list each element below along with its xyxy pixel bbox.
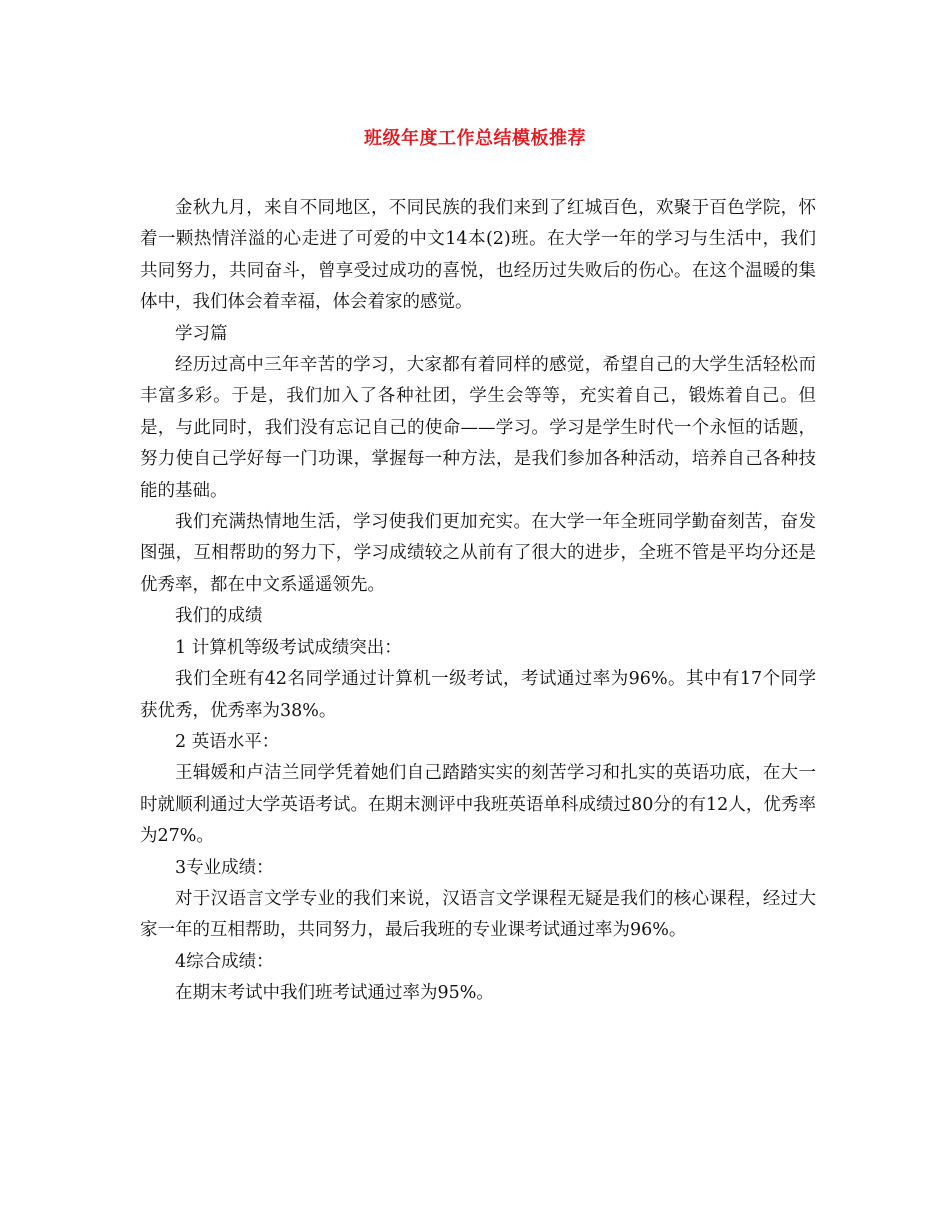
- subheading-computer: 1 计算机等级考试成绩突出：: [175, 637, 402, 658]
- paragraph-major: 对于汉语言文学专业的我们来说，汉语言文学课程无疑是我们的核心课程，经过大家一年的互相帮助，共同努力，最后我班的专业课考试通过率为96%。: [140, 888, 816, 941]
- subheading-major: 3专业成绩：: [175, 857, 274, 878]
- paragraph-intro: 金秋九月，来自不同地区，不同民族的我们来到了红城百色，欢聚于百色学院，怀着一颗热情洋溢的心走进了可爱的中文14本(2)班。在大学一年的学习与生活中，我们共同努力，共同奋斗，曾享受过成功的喜悦，也经历过失败后的伤心。在这个温暖的集体中，我们体会着幸福，体会着家的感觉。: [140, 198, 816, 313]
- paragraph-study-1: 经历过高中三年辛苦的学习，大家都有着同样的感觉，希望自己的大学生活轻松而丰富多彩。于是，我们加入了各种社团，学生会等等，充实着自己，锻炼着自己。但是，与此同时，我们没有忘记自己的使命——学习。学习是学生时代一个永恒的话题，努力使自己学好每一门功课，掌握每一种方法，是我们参加各种活动，培养自己各种技能的基础。: [140, 355, 816, 501]
- document-body: [140, 193, 816, 1010]
- section-heading-results: 我们的成绩: [175, 606, 263, 627]
- paragraph-study-2: 我们充满热情地生活，学习使我们更加充实。在大学一年全班同学勤奋刻苦，奋发图强，互相帮助的努力下，学习成绩较之从前有了很大的进步，全班不管是平均分还是优秀率，都在中文系遥遥领先。: [140, 512, 816, 595]
- subheading-english: 2 英语水平：: [175, 731, 280, 752]
- section-heading-study: 学习篇: [175, 323, 228, 344]
- document-title: 班级年度工作总结模板推荐: [364, 128, 586, 149]
- paragraph-overall: 在期末考试中我们班考试通过率为95%。: [175, 983, 494, 1004]
- paragraph-computer: 我们全班有42名同学通过计算机一级考试，考试通过率为96%。其中有17个同学获优秀，优秀率为38%。: [140, 669, 816, 721]
- subheading-overall: 4综合成绩：: [175, 951, 274, 972]
- paragraph-english: 王辑媛和卢洁兰同学凭着她们自己踏踏实实的刻苦学习和扎实的英语功底，在大一时就顺利通过大学英语考试。在期末测评中我班英语单科成绩过80分的有12人，优秀率为27%。: [140, 763, 816, 847]
